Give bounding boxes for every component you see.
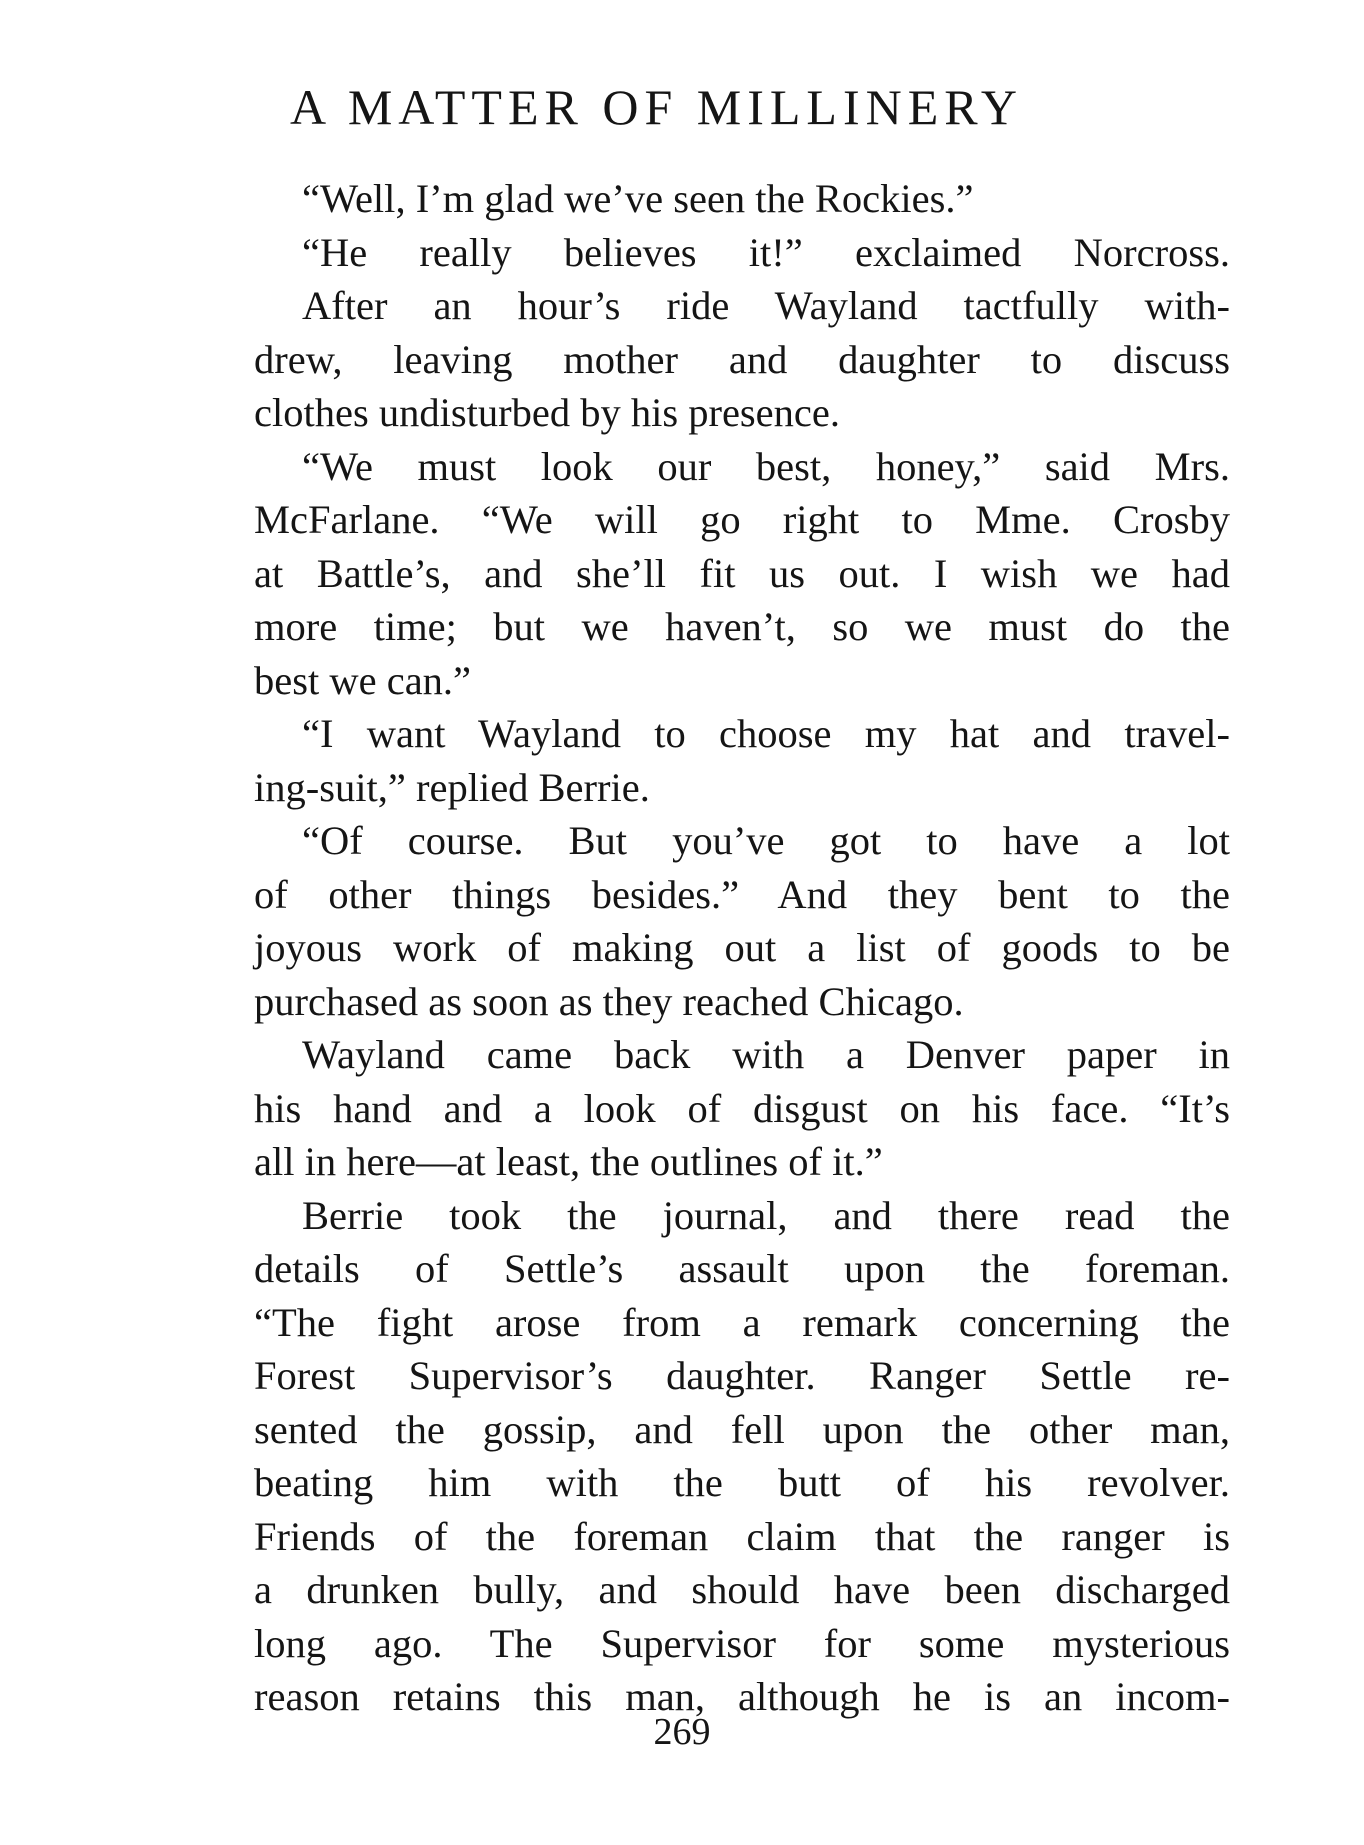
- text-line: After an hour’s ride Wayland tactfully with-: [302, 283, 1230, 328]
- text-line: “The fight arose from a remark concerning the: [254, 1299, 1230, 1345]
- text-line: a drunken bully, and should have been discharged: [254, 1567, 1230, 1612]
- text-line: drew, leaving mother and daughter to discuss: [254, 336, 1230, 382]
- text-line: beating him with the butt of his revolver.: [254, 1460, 1230, 1505]
- text-line: more time; but we haven’t, so we must do the: [254, 604, 1230, 649]
- text-line: details of Settle’s assault upon the foreman.: [254, 1246, 1230, 1291]
- text-line: joyous work of making out a list of goods to be: [254, 925, 1230, 970]
- text-line: “Of course. But you’ve got to have a lot: [302, 818, 1230, 863]
- text-line: McFarlane. “We will go right to Mme. Crosby: [254, 497, 1230, 542]
- text-line: long ago. The Supervisor for some mysterious: [254, 1620, 1230, 1666]
- text-line: of other things besides.” And they bent to the: [254, 871, 1230, 917]
- text-line: purchased as soon as they reached Chicago.: [254, 978, 964, 1024]
- text-line: “He really believes it!” exclaimed Norcross.: [302, 229, 1230, 275]
- text-line: ing-suit,” replied Berrie.: [254, 764, 650, 810]
- text-line: Berrie took the journal, and there read the: [302, 1192, 1230, 1238]
- text-line: all in here—at least, the outlines of it.”: [254, 1139, 883, 1184]
- text-line: best we can.”: [254, 657, 472, 703]
- text-line: Forest Supervisor’s daughter. Ranger Settle re-: [254, 1353, 1230, 1398]
- text-line: his hand and a look of disgust on his face. “It’s: [254, 1085, 1230, 1131]
- text-line: clothes undisturbed by his presence.: [254, 390, 840, 435]
- text-line: Wayland came back with a Denver paper in: [302, 1032, 1230, 1077]
- text-line: Friends of the foreman claim that the ranger is: [254, 1513, 1230, 1559]
- text-line: at Battle’s, and she’ll fit us out. I wish we had: [254, 550, 1230, 596]
- text-line: reason retains this man, although he is an incom-: [254, 1674, 1230, 1719]
- text-line: sented the gossip, and fell upon the other man,: [254, 1406, 1230, 1452]
- body-text: [254, 172, 1230, 1724]
- text-line: “Well, I’m glad we’ve seen the Rockies.”: [302, 176, 974, 221]
- text-line: “We must look our best, honey,” said Mrs.: [302, 443, 1230, 489]
- page-number: 269: [653, 1711, 711, 1753]
- running-head: A MATTER OF MILLINERY: [290, 79, 1023, 135]
- text-line: “I want Wayland to choose my hat and travel-: [302, 711, 1230, 756]
